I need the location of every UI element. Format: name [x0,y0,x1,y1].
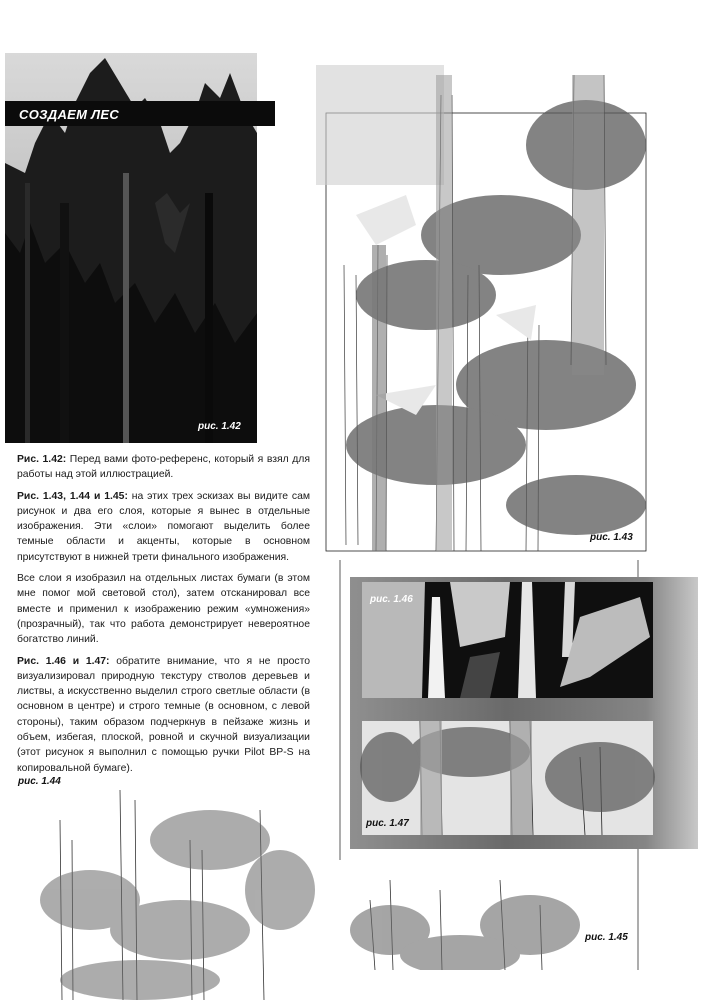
section-title: СОЗДАЕМ ЛЕС [5,101,275,126]
paragraph-2-text: на этих трех эскизах вы видите сам рисунок и два его слоя, которые я вынес в отдельные изображения. Эти «слои» помогают выделить более темные области и акценты, которые в основном присутствуют в нижней трети финального изображения. [17,490,310,563]
figure-label-1-43: рис. 1.43 [590,532,633,543]
paragraph-2-lead: Рис. 1.43, 1.44 и 1.45: [17,490,128,502]
contrast-study-panels [350,577,698,849]
article-text [17,452,310,782]
paragraph-4-text: обратите внимание, что я не просто визуализировал природную текстуру стволов деревьев и листвы, а искусственно выделил строго светлые области (в основном в центре) и строго темные (в основном, с левой стороны), таким образом подчеркнув в пейзаже жизнь и объем, избегая, плоской, ровной и скучной визуализации (этот рисунок я выполнил с помощью ручки Pilot BP-S на копировальной бумаге). [17,655,310,774]
figure-label-1-47: рис. 1.47 [366,818,409,829]
paragraph-3-text: Все слои я изобразил на отдельных листах бумаги (в этом мне помог мой световой стол), затем отсканировал все вместе и применил к изображению режим «умножения» (прозрачный), так что работа демонстрирует невероятное богатство линий. [17,573,310,646]
figure-label-1-42: рис. 1.42 [198,421,241,432]
paragraph-3 [17,571,310,647]
dark-accents-sketch [20,780,320,1000]
figure-panel-1-46-1-47 [350,577,698,849]
paragraph-4-lead: Рис. 1.46 и 1.47: [17,655,110,667]
figure-label-1-44: рис. 1.44 [18,776,61,787]
paragraph-4 [17,654,310,776]
pencil-forest-sketch [316,65,656,552]
paragraph-1-text: Перед вами фото-референс, который я взял для работы над этой иллюстрацией. [17,454,310,481]
paragraph-1-lead: Рис. 1.42: [17,454,67,465]
paragraph-2 [17,489,310,565]
sketch-figure-1-43 [316,65,656,552]
sketch-figure-1-44 [20,780,320,1000]
figure-label-1-45: рис. 1.45 [585,932,628,943]
paragraph-1 [17,452,310,483]
figure-label-1-46: рис. 1.46 [370,594,413,605]
